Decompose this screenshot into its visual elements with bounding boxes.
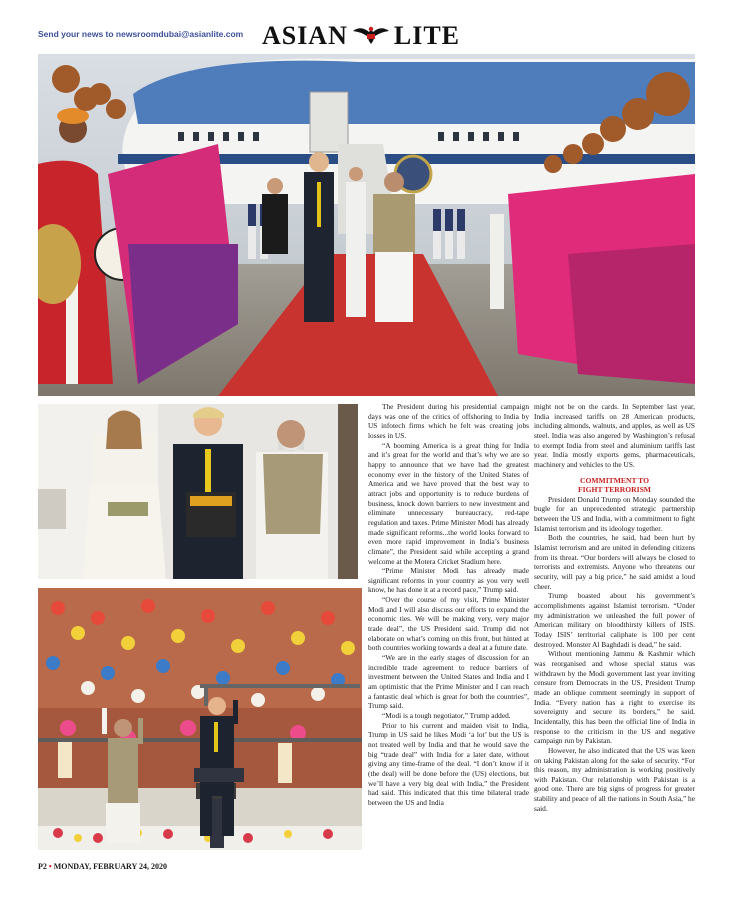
photo-trump-modi-melania [38,404,358,579]
hero-photo [38,54,695,396]
brand-right: LITE [393,21,461,50]
page-footer [38,862,167,871]
paragraph: Trump boasted about his government’s accomplishments against Islamist terrorism. “Under my administration we unleashed the full power of American military on bloodthirsty killers of ISIS. Today ISIS’ territorial caliphate is 100 per cent destroyed. Monster Al Baghdadi is dead,” he said. [534,591,695,649]
paragraph: Without mentioning Jammu & Kashmir which was reorganised and whose special status was withdrawn by the Modi government last year inviting censure from Democrats in the US, President Trump made an oblique comment seemingly in support of India. “Every nation has a right to exercise its sovereignty and secure its borders,” he said. Incidentally, this has been the official line of India in response to the criticism in the US and negative campaign run by Pakistan. [534,649,695,746]
paragraph: might not be on the cards. In September last year, India increased tariffs on 28 American products, including almonds, walnuts, and apples, as well as US steel. India was also angered by Washington’s refusal to exempt India from steel and aluminium tariffs last year. India mostly exports gems, pharmaceuticals, machinery and vehicles to the US. [534,402,695,469]
paragraph: The President during his presidential campaign days was one of the critics of offshoring to India by US infotech firms which he felt was creating jobs losses in US. [368,402,529,440]
footer-separator-icon: • [48,862,54,871]
article-column-2 [534,402,695,813]
paragraph: “A booming America is a great thing for India and it’s great for the world and that’s why we are so happy to announce that we have had the greatest economy ever in the history of the United States of America and we have proved that the best way to attract jobs and opportunity is to reduce burdens of business, knock down barriers to new investment and eliminate unnecessary bureaucracy, red-tape regulation and taxes. Prime Minister Modi has already made significant reforms...the world looks forward to even more rapid improvement in India’s business climate”, the President said while accepting a grand welcome at the Motera Cricket Stadium here. [368,440,529,566]
paragraph: “Modi is a tough negotiator,” Trump added. [382,711,511,720]
paragraph: Both the countries, he said, had been hurt by Islamist terrorism and are united in defending citizens from its threat. “Our borders will always be closed to terrorists and extremists. Anyone who threatens our security, will pay a big price,” he said amidst a loud cheer. [534,533,695,591]
brand-left: ASIAN [261,21,348,50]
eagle-emblem-icon [351,23,391,50]
submit-news-tagline: Send your news to newsroomdubai@asianlite.com [38,29,244,39]
page-number: P2 [38,862,47,871]
paragraph: However, he also indicated that the US was keen on taking Pakistan along for the sake of security. “For this reason, my administration is working positively with Pakistan. Our relationship with Pakistan is a good one. There are big signs of progress for greater stability and peace of all the nations in South Asia,” he said. [534,745,695,813]
article-column-1 [368,402,529,808]
photo-motera-stadium [38,588,362,850]
paragraph: “We are in the early stages of discussion for an incredible trade agreement to reduce barriers of investment between the United States and India and I am optimistic that the Prime Minister and I can reach a fantastic deal which is great for both the countries”, Trump said. [368,653,529,711]
paragraph: President Donald Trump on Monday sounded the bugle for an unprecedented strategic partnership between the US and India, with a commitment to fight Islamist terrorism and its ideology together. [534,494,695,533]
paragraph: “Prime Minister Modi has already made significant reforms in your country as you very well know, he has done it at a record pace,” Trump said. [368,566,529,595]
section-subhead: FIGHT TERRORISM [578,485,651,495]
issue-date: MONDAY, FEBRUARY 24, 2020 [53,862,167,871]
paragraph: Prior to his current and maiden visit to India, Trump in US said he likes Modi ‘a lot’ but the US is not treated well by India and that he would save the big “trade deal” with India for a later date, without giving any time-frame of the deal. “I don’t know if it (the deal) will be done before the (US) elections, but we’ll have a very big deal with India,” the President had said. This indicated that this time bilateral trade between the US and India [368,720,529,807]
masthead-logo[interactable] [245,21,477,51]
section-subhead: COMMITMENT TO [580,475,649,485]
paragraph: “Over the course of my visit, Prime Minister Modi and I will also discuss our efforts to expand the economic ties. We will be making very, very major trade deal”, the US President said. Trump did not elaborate on what’s coming on this front, but hinted at both countries working towards a deal at a future date. [368,595,529,653]
